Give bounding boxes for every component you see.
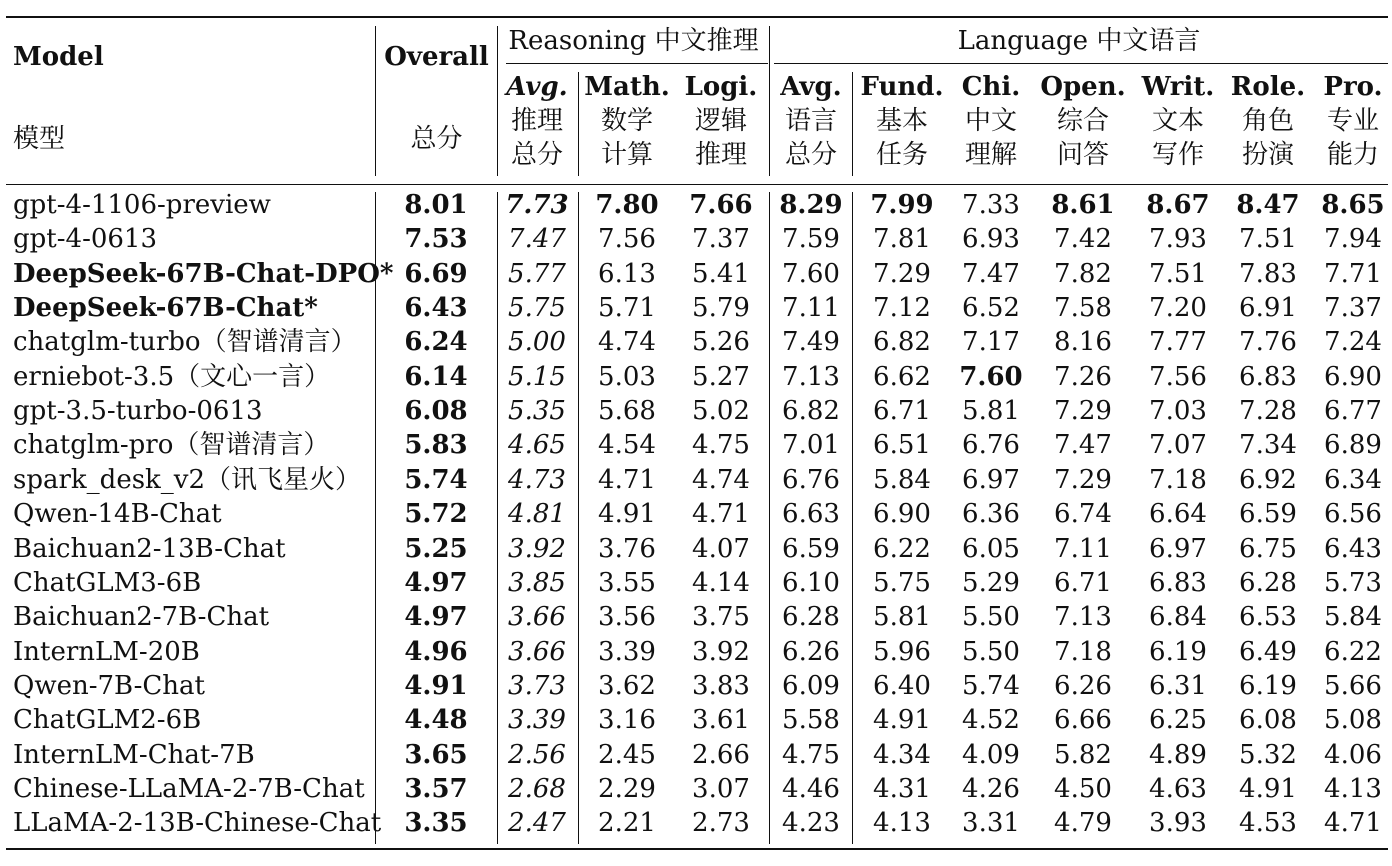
row-value-cell: 7.47 [508, 224, 566, 254]
row-value-cell: 7.82 [1054, 259, 1112, 289]
row-value-cell: 6.25 [1149, 705, 1207, 735]
row-value-cell: 3.93 [1149, 808, 1207, 838]
header-col-cn2: 总分 [784, 140, 837, 170]
header-col-cn2: 理解 [964, 140, 1017, 170]
row-model-name: InternLM-20B [13, 637, 200, 667]
row-value-cell: 5.32 [1239, 740, 1297, 770]
row-value-cell: 6.74 [1054, 499, 1112, 529]
row-value-cell: 4.34 [873, 740, 931, 770]
header-col-cn2: 能力 [1326, 140, 1379, 170]
row-value-cell: 3.75 [692, 602, 750, 632]
row-value-cell: 6.77 [1324, 396, 1382, 426]
row-value-cell: 6.97 [1149, 534, 1207, 564]
row-value-cell: 7.83 [1239, 259, 1297, 289]
row-model-name: InternLM-Chat-7B [13, 740, 255, 770]
row-value-cell: 3.61 [692, 705, 750, 735]
row-value-cell: 4.97 [404, 602, 468, 632]
row-value-cell: 3.31 [962, 808, 1020, 838]
row-value-cell: 6.91 [1239, 293, 1297, 323]
row-value-cell: 4.23 [782, 808, 840, 838]
header-col-en: Pro. [1323, 72, 1383, 102]
row-value-cell: 3.92 [508, 534, 566, 564]
row-value-cell: 4.14 [692, 568, 750, 598]
row-value-cell: 6.82 [782, 396, 840, 426]
row-value-cell: 6.36 [962, 499, 1020, 529]
row-model-name: DeepSeek-67B-Chat-DPO* [13, 259, 394, 289]
language-underline [774, 63, 1388, 64]
row-value-cell: 6.28 [1239, 568, 1297, 598]
bottom-rule [6, 848, 1388, 850]
row-value-cell: 6.28 [782, 602, 840, 632]
row-value-cell: 5.73 [1324, 568, 1382, 598]
header-col-cn1: 语言 [784, 106, 837, 136]
row-value-cell: 3.73 [508, 671, 566, 701]
header-col-en: Math. [584, 72, 670, 102]
row-value-cell: 5.25 [404, 534, 468, 564]
row-value-cell: 5.81 [962, 396, 1020, 426]
row-value-cell: 2.73 [692, 808, 750, 838]
row-value-cell: 7.11 [782, 293, 840, 323]
row-value-cell: 5.03 [598, 362, 656, 392]
row-value-cell: 7.71 [1324, 259, 1382, 289]
row-value-cell: 6.24 [404, 327, 468, 357]
row-value-cell: 4.63 [1149, 774, 1207, 804]
row-value-cell: 7.81 [873, 224, 931, 254]
row-value-cell: 3.83 [692, 671, 750, 701]
row-value-cell: 6.59 [782, 534, 840, 564]
row-value-cell: 6.40 [873, 671, 931, 701]
row-value-cell: 7.76 [1239, 327, 1297, 357]
row-value-cell: 5.26 [692, 327, 750, 357]
row-value-cell: 5.75 [508, 293, 566, 323]
row-value-cell: 4.71 [1324, 808, 1382, 838]
row-value-cell: 3.07 [692, 774, 750, 804]
header-reasoning-group: Reasoning 中文推理 [508, 26, 759, 56]
row-value-cell: 7.28 [1239, 396, 1297, 426]
row-value-cell: 5.79 [692, 293, 750, 323]
row-value-cell: 6.26 [1054, 671, 1112, 701]
row-value-cell: 6.31 [1149, 671, 1207, 701]
row-value-cell: 4.48 [404, 705, 468, 735]
row-value-cell: 6.53 [1239, 602, 1297, 632]
header-model-cn: 模型 [13, 124, 66, 154]
row-model-name: gpt-3.5-turbo-0613 [13, 396, 263, 426]
row-value-cell: 3.56 [598, 602, 656, 632]
row-value-cell: 7.13 [1054, 602, 1112, 632]
row-value-cell: 6.69 [404, 259, 468, 289]
row-value-cell: 6.05 [962, 534, 1020, 564]
row-value-cell: 7.77 [1149, 327, 1207, 357]
row-value-cell: 4.07 [692, 534, 750, 564]
row-value-cell: 3.62 [598, 671, 656, 701]
row-value-cell: 4.91 [404, 671, 468, 701]
row-value-cell: 6.10 [782, 568, 840, 598]
row-value-cell: 8.67 [1146, 190, 1210, 220]
row-value-cell: 7.17 [962, 327, 1020, 357]
row-value-cell: 4.91 [598, 499, 656, 529]
row-model-name: chatglm-pro（智谱清言） [13, 430, 330, 460]
row-value-cell: 6.93 [962, 224, 1020, 254]
row-value-cell: 7.03 [1149, 396, 1207, 426]
row-value-cell: 7.60 [959, 362, 1023, 392]
header-col-en: Role. [1230, 72, 1306, 102]
row-value-cell: 4.96 [404, 637, 468, 667]
row-value-cell: 7.93 [1149, 224, 1207, 254]
row-value-cell: 3.66 [508, 602, 566, 632]
row-value-cell: 7.07 [1149, 430, 1207, 460]
row-value-cell: 5.71 [598, 293, 656, 323]
row-value-cell: 4.52 [962, 705, 1020, 735]
row-value-cell: 7.56 [598, 224, 656, 254]
row-model-name: Qwen-14B-Chat [13, 499, 222, 529]
row-value-cell: 7.47 [1054, 430, 1112, 460]
row-value-cell: 5.15 [508, 362, 566, 392]
header-col-cn2: 计算 [600, 140, 653, 170]
row-value-cell: 7.37 [692, 224, 750, 254]
row-value-cell: 3.57 [404, 774, 468, 804]
header-col-en: Writ. [1141, 72, 1215, 102]
row-value-cell: 4.26 [962, 774, 1020, 804]
row-value-cell: 6.71 [873, 396, 931, 426]
row-value-cell: 3.16 [598, 705, 656, 735]
row-value-cell: 3.76 [598, 534, 656, 564]
row-value-cell: 6.90 [873, 499, 931, 529]
header-col-cn2: 问答 [1056, 140, 1109, 170]
row-value-cell: 8.47 [1236, 190, 1300, 220]
header-col-en: Logi. [684, 72, 758, 102]
header-language-group: Language 中文语言 [957, 26, 1201, 56]
row-value-cell: 4.97 [404, 568, 468, 598]
row-value-cell: 7.47 [962, 259, 1020, 289]
row-value-cell: 4.81 [508, 499, 566, 529]
row-value-cell: 4.13 [873, 808, 931, 838]
row-value-cell: 4.71 [598, 465, 656, 495]
row-value-cell: 2.56 [508, 740, 566, 770]
row-value-cell: 2.21 [598, 808, 656, 838]
row-value-cell: 4.54 [598, 430, 656, 460]
row-model-name: LLaMA-2-13B-Chinese-Chat [13, 808, 382, 838]
row-value-cell: 4.75 [692, 430, 750, 460]
header-col-en: Fund. [860, 72, 944, 102]
row-value-cell: 4.89 [1149, 740, 1207, 770]
header-col-cn1: 推理 [510, 106, 563, 136]
row-value-cell: 6.08 [1239, 705, 1297, 735]
row-value-cell: 6.09 [782, 671, 840, 701]
row-value-cell: 2.29 [598, 774, 656, 804]
row-value-cell: 7.12 [873, 293, 931, 323]
row-value-cell: 7.66 [689, 190, 753, 220]
reasoning-underline [506, 63, 768, 64]
row-value-cell: 7.33 [962, 190, 1020, 220]
row-value-cell: 7.94 [1324, 224, 1382, 254]
row-model-name: Qwen-7B-Chat [13, 671, 205, 701]
row-value-cell: 4.71 [692, 499, 750, 529]
row-value-cell: 7.29 [1054, 465, 1112, 495]
row-model-name: spark_desk_v2（讯飞星火） [13, 465, 362, 495]
row-model-name: DeepSeek-67B-Chat* [13, 293, 318, 323]
row-value-cell: 4.79 [1054, 808, 1112, 838]
row-model-name: ChatGLM3-6B [13, 568, 202, 598]
row-value-cell: 5.84 [873, 465, 931, 495]
row-value-cell: 4.91 [1239, 774, 1297, 804]
row-value-cell: 6.14 [404, 362, 468, 392]
header-overall: Overall [384, 42, 489, 72]
header-overall-cn: 总分 [410, 124, 463, 154]
header-model: Model [13, 42, 104, 72]
row-value-cell: 4.50 [1054, 774, 1112, 804]
row-value-cell: 5.83 [404, 430, 468, 460]
row-value-cell: 4.13 [1324, 774, 1382, 804]
header-col-cn1: 数学 [600, 106, 653, 136]
header-col-cn2: 总分 [510, 140, 563, 170]
row-value-cell: 7.24 [1324, 327, 1382, 357]
header-col-cn2: 任务 [875, 140, 928, 170]
row-value-cell: 6.84 [1149, 602, 1207, 632]
header-col-en: Avg. [506, 72, 568, 102]
row-value-cell: 6.64 [1149, 499, 1207, 529]
row-value-cell: 6.22 [1324, 637, 1382, 667]
row-value-cell: 7.53 [404, 224, 468, 254]
row-value-cell: 3.39 [508, 705, 566, 735]
header-col-cn2: 写作 [1151, 140, 1204, 170]
row-value-cell: 7.29 [873, 259, 931, 289]
row-model-name: Baichuan2-7B-Chat [13, 602, 270, 632]
row-value-cell: 6.92 [1239, 465, 1297, 495]
header-col-cn1: 专业 [1326, 106, 1379, 136]
row-value-cell: 7.37 [1324, 293, 1382, 323]
row-value-cell: 8.16 [1054, 327, 1112, 357]
row-value-cell: 3.66 [508, 637, 566, 667]
row-value-cell: 4.09 [962, 740, 1020, 770]
row-value-cell: 6.19 [1239, 671, 1297, 701]
row-value-cell: 4.31 [873, 774, 931, 804]
row-value-cell: 7.80 [595, 190, 659, 220]
row-value-cell: 4.65 [508, 430, 566, 460]
row-value-cell: 7.42 [1054, 224, 1112, 254]
row-value-cell: 6.51 [873, 430, 931, 460]
row-value-cell: 5.27 [692, 362, 750, 392]
row-value-cell: 4.73 [508, 465, 566, 495]
row-value-cell: 7.51 [1149, 259, 1207, 289]
row-value-cell: 3.55 [598, 568, 656, 598]
header-col-cn1: 基本 [875, 106, 928, 136]
header-col-cn2: 推理 [694, 140, 747, 170]
row-model-name: erniebot-3.5（文心一言） [13, 362, 331, 392]
row-value-cell: 3.92 [692, 637, 750, 667]
row-value-cell: 7.60 [782, 259, 840, 289]
row-value-cell: 5.96 [873, 637, 931, 667]
row-model-name: Chinese-LLaMA-2-7B-Chat [13, 774, 365, 804]
row-value-cell: 5.08 [1324, 705, 1382, 735]
row-value-cell: 7.13 [782, 362, 840, 392]
row-value-cell: 8.01 [404, 190, 468, 220]
header-col-en: Chi. [961, 72, 1021, 102]
row-value-cell: 7.59 [782, 224, 840, 254]
row-value-cell: 5.50 [962, 637, 1020, 667]
header-col-en: Avg. [780, 72, 842, 102]
row-value-cell: 5.74 [962, 671, 1020, 701]
row-value-cell: 8.29 [779, 190, 843, 220]
row-value-cell: 5.35 [508, 396, 566, 426]
row-value-cell: 4.74 [692, 465, 750, 495]
row-value-cell: 2.47 [508, 808, 566, 838]
row-value-cell: 6.83 [1239, 362, 1297, 392]
header-col-cn1: 文本 [1151, 106, 1204, 136]
row-value-cell: 7.58 [1054, 293, 1112, 323]
row-value-cell: 4.46 [782, 774, 840, 804]
row-value-cell: 5.84 [1324, 602, 1382, 632]
row-value-cell: 4.53 [1239, 808, 1297, 838]
header-col-cn1: 中文 [964, 106, 1017, 136]
header-col-cn1: 综合 [1056, 106, 1109, 136]
row-value-cell: 7.18 [1054, 637, 1112, 667]
row-value-cell: 7.18 [1149, 465, 1207, 495]
top-rule [6, 16, 1388, 18]
row-value-cell: 3.39 [598, 637, 656, 667]
row-value-cell: 6.43 [1324, 534, 1382, 564]
header-col-cn1: 角色 [1241, 106, 1294, 136]
header-rule [6, 184, 1388, 185]
row-value-cell: 5.58 [782, 705, 840, 735]
row-value-cell: 6.89 [1324, 430, 1382, 460]
row-value-cell: 4.75 [782, 740, 840, 770]
row-value-cell: 6.34 [1324, 465, 1382, 495]
row-value-cell: 6.26 [782, 637, 840, 667]
row-value-cell: 8.65 [1321, 190, 1385, 220]
row-value-cell: 7.29 [1054, 396, 1112, 426]
row-value-cell: 7.49 [782, 327, 840, 357]
row-value-cell: 7.51 [1239, 224, 1297, 254]
row-value-cell: 3.65 [404, 740, 468, 770]
row-value-cell: 6.19 [1149, 637, 1207, 667]
row-value-cell: 5.74 [404, 465, 468, 495]
row-value-cell: 7.20 [1149, 293, 1207, 323]
row-value-cell: 7.56 [1149, 362, 1207, 392]
row-value-cell: 2.66 [692, 740, 750, 770]
row-model-name: gpt-4-0613 [13, 224, 158, 254]
row-value-cell: 6.43 [404, 293, 468, 323]
row-value-cell: 7.73 [505, 190, 569, 220]
row-value-cell: 4.91 [873, 705, 931, 735]
row-value-cell: 6.90 [1324, 362, 1382, 392]
row-value-cell: 8.61 [1051, 190, 1115, 220]
header-col-en: Open. [1040, 72, 1126, 102]
row-value-cell: 6.52 [962, 293, 1020, 323]
row-value-cell: 5.00 [508, 327, 566, 357]
row-value-cell: 5.82 [1054, 740, 1112, 770]
header-col-cn1: 逻辑 [694, 106, 747, 136]
row-value-cell: 6.63 [782, 499, 840, 529]
row-value-cell: 7.26 [1054, 362, 1112, 392]
row-value-cell: 6.83 [1149, 568, 1207, 598]
row-value-cell: 6.49 [1239, 637, 1297, 667]
row-value-cell: 3.35 [404, 808, 468, 838]
row-model-name: Baichuan2-13B-Chat [13, 534, 286, 564]
row-value-cell: 5.68 [598, 396, 656, 426]
row-model-name: ChatGLM2-6B [13, 705, 202, 735]
row-value-cell: 3.85 [508, 568, 566, 598]
row-value-cell: 6.66 [1054, 705, 1112, 735]
row-value-cell: 7.11 [1054, 534, 1112, 564]
row-model-name: gpt-4-1106-preview [13, 190, 271, 220]
row-value-cell: 6.97 [962, 465, 1020, 495]
row-value-cell: 2.45 [598, 740, 656, 770]
row-value-cell: 2.68 [508, 774, 566, 804]
row-value-cell: 6.13 [598, 259, 656, 289]
row-value-cell: 6.08 [404, 396, 468, 426]
row-value-cell: 4.06 [1324, 740, 1382, 770]
row-value-cell: 5.72 [404, 499, 468, 529]
row-value-cell: 5.29 [962, 568, 1020, 598]
row-value-cell: 5.66 [1324, 671, 1382, 701]
header-col-cn2: 扮演 [1241, 140, 1294, 170]
row-value-cell: 5.77 [508, 259, 566, 289]
row-model-name: chatglm-turbo（智谱清言） [13, 327, 357, 357]
row-value-cell: 5.75 [873, 568, 931, 598]
row-value-cell: 6.75 [1239, 534, 1297, 564]
row-value-cell: 7.99 [870, 190, 934, 220]
row-value-cell: 5.41 [692, 259, 750, 289]
row-value-cell: 5.81 [873, 602, 931, 632]
row-value-cell: 5.02 [692, 396, 750, 426]
row-value-cell: 6.76 [782, 465, 840, 495]
row-value-cell: 6.59 [1239, 499, 1297, 529]
row-value-cell: 6.71 [1054, 568, 1112, 598]
row-value-cell: 7.34 [1239, 430, 1297, 460]
row-value-cell: 7.01 [782, 430, 840, 460]
row-value-cell: 6.56 [1324, 499, 1382, 529]
row-value-cell: 6.76 [962, 430, 1020, 460]
row-value-cell: 4.74 [598, 327, 656, 357]
row-value-cell: 5.50 [962, 602, 1020, 632]
row-value-cell: 6.22 [873, 534, 931, 564]
row-value-cell: 6.82 [873, 327, 931, 357]
row-value-cell: 6.62 [873, 362, 931, 392]
